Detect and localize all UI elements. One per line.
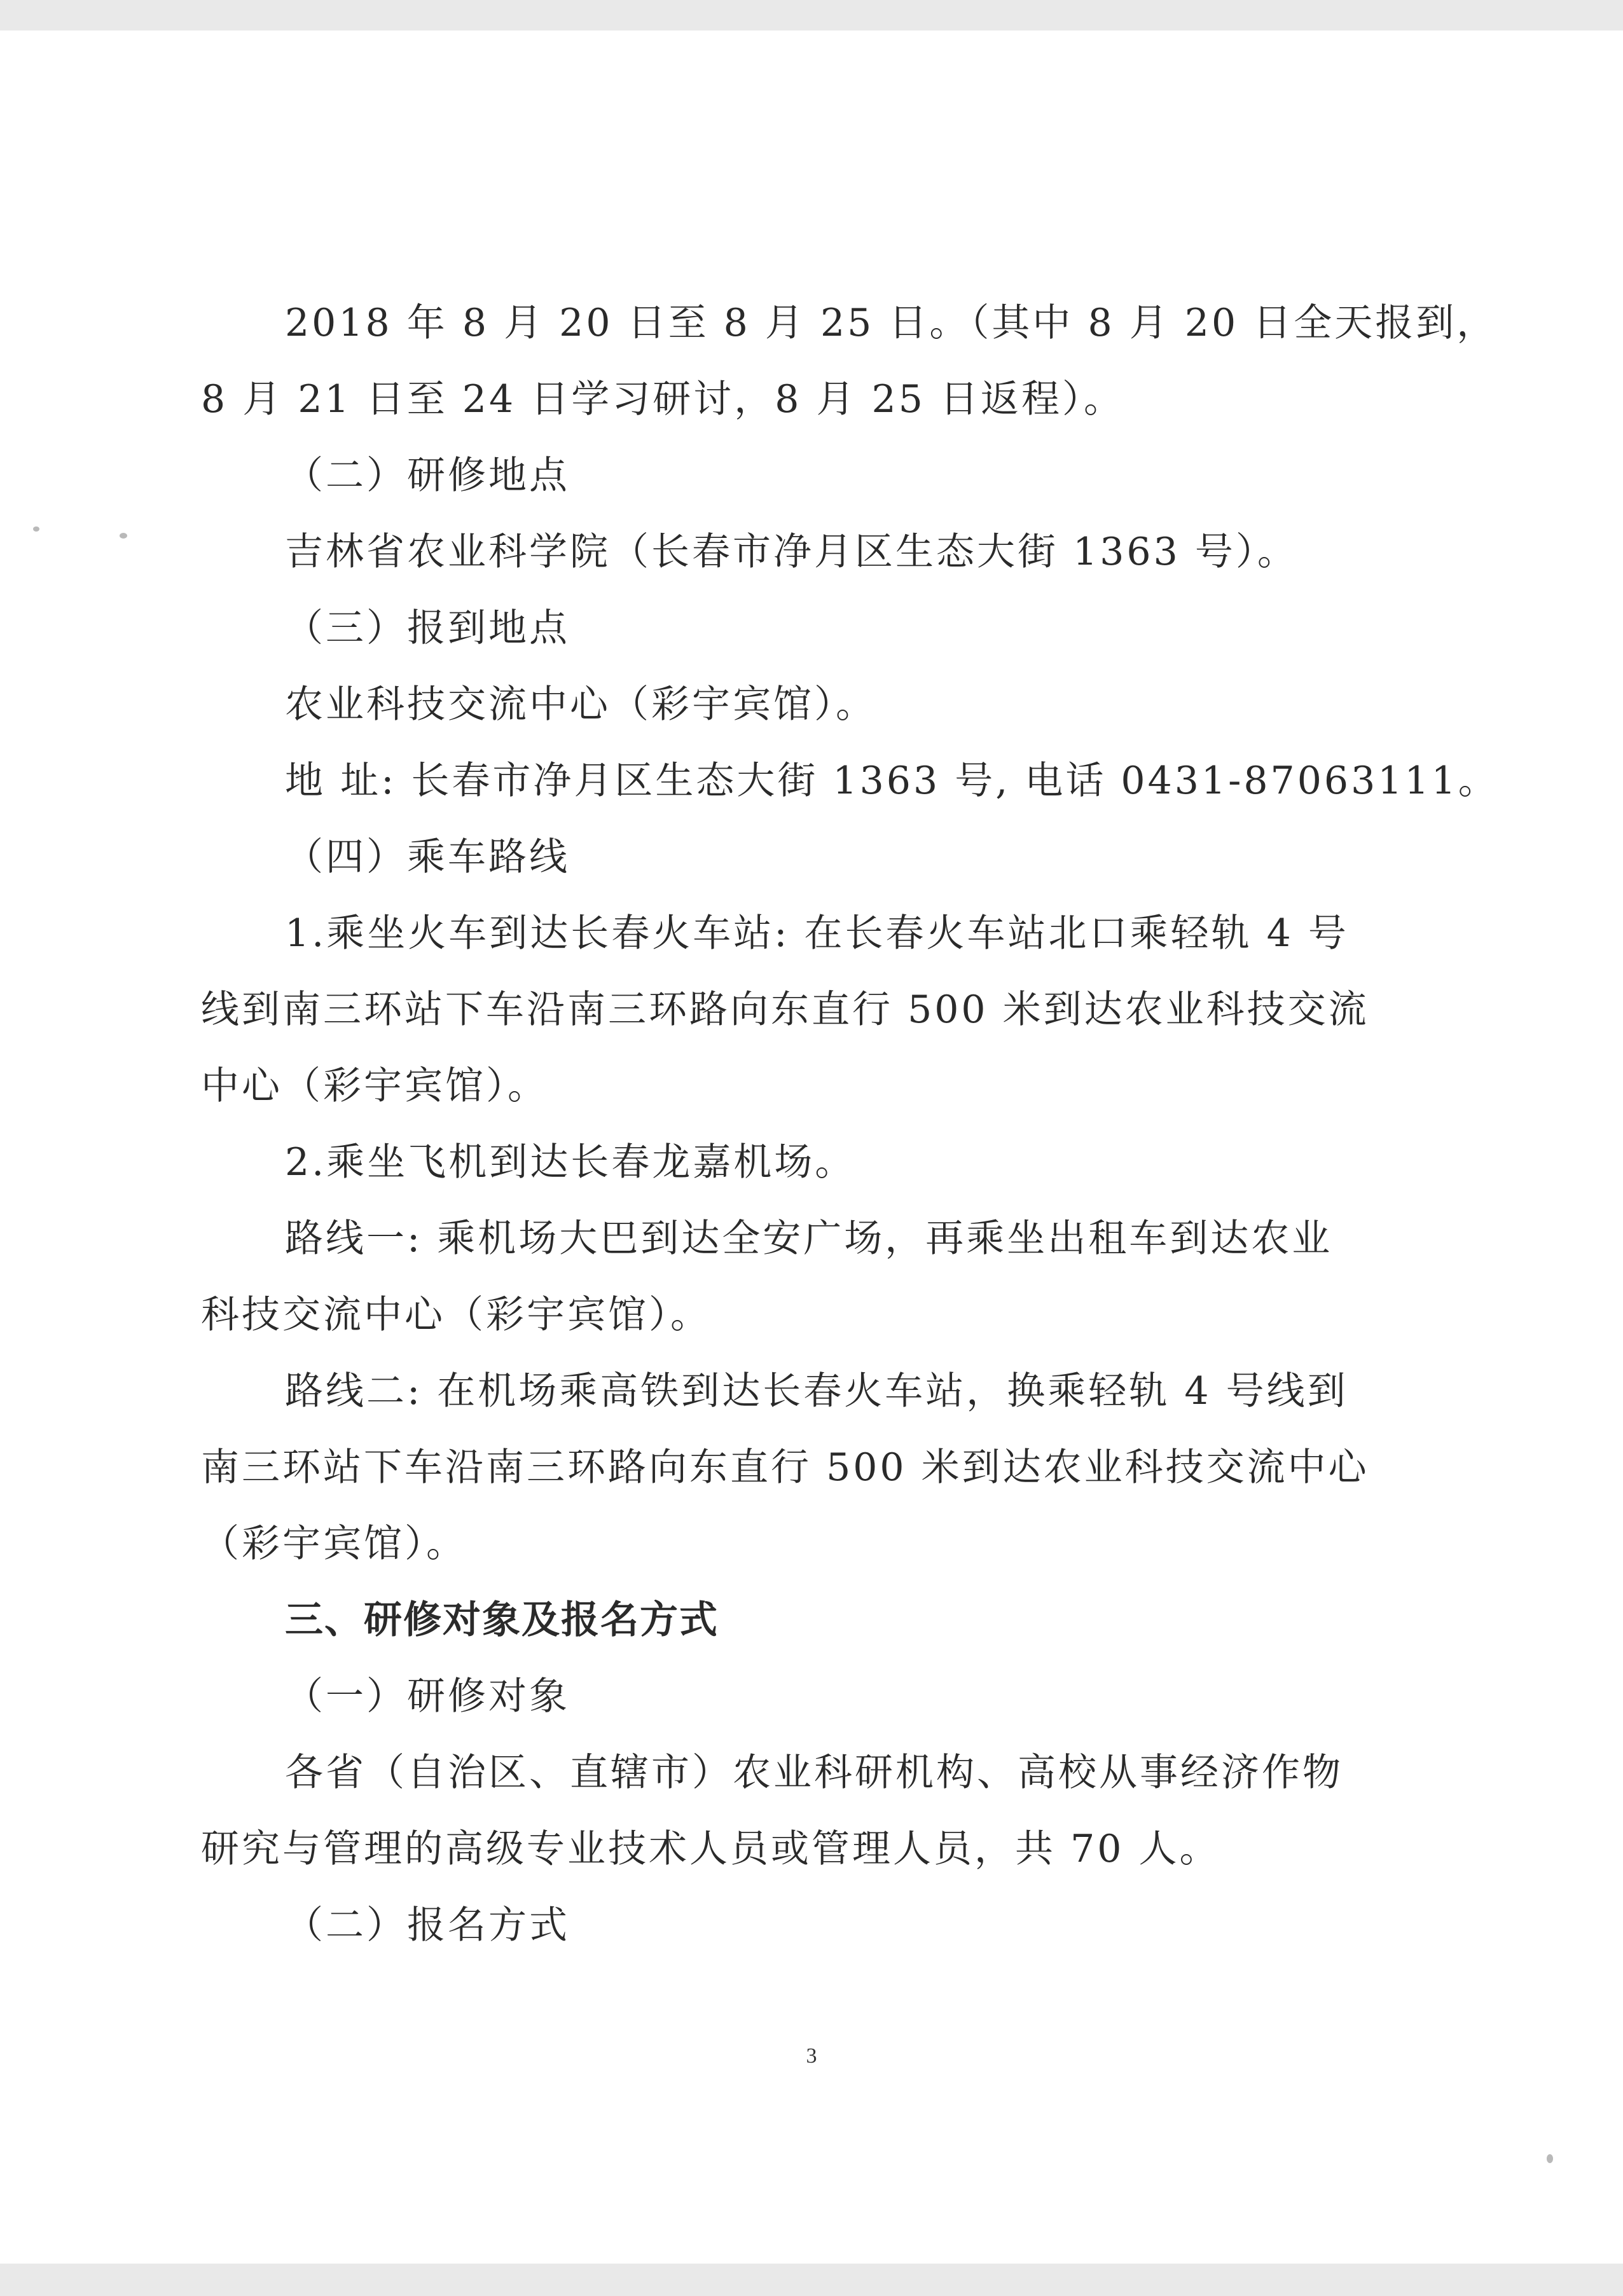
body-line-checkin: 农业科技交流中心（彩宇宾馆）。 [285, 682, 876, 727]
scan-speck [1547, 2154, 1553, 2163]
scan-speck [33, 526, 39, 532]
body-line-route-two-2: 南三环站下车沿南三环路向东直行 500 米到达农业科技交流中心 [201, 1445, 1369, 1490]
subheading-registration: （二）报名方式 [285, 1903, 570, 1948]
body-line-schedule: 8 月 21 日至 24 日学习研讨，8 月 25 日返程）。 [201, 377, 1124, 422]
body-line-venue: 吉林省农业科学院（长春市净月区生态大街 1363 号）。 [285, 530, 1298, 574]
section-heading-participants: 三、研修对象及报名方式 [285, 1598, 719, 1642]
body-line-address: 地 址: 长春市净月区生态大街 1363 号, 电话 0431-87063111。 [285, 759, 1499, 803]
body-line-participants-2: 研究与管理的高级专业技术人员或管理人员，共 70 人。 [201, 1827, 1220, 1871]
subheading-participants: （一）研修对象 [285, 1674, 570, 1719]
subheading-venue: （二）研修地点 [285, 453, 570, 498]
subheading-route: （四）乘车路线 [285, 835, 570, 879]
body-line-train-3: 中心（彩宇宾馆）。 [201, 1064, 548, 1108]
body-line-route-one-2: 科技交流中心（彩宇宾馆）。 [201, 1293, 711, 1337]
body-line-date-range: 2018 年 8 月 20 日至 8 月 25 日。（其中 8 月 20 日全天报到， [285, 301, 1498, 345]
body-line-plane: 2.乘坐飞机到达长春龙嘉机场。 [285, 1140, 856, 1185]
page-number: 3 [806, 2044, 817, 2068]
body-line-route-two-1: 路线二: 在机场乘高铁到达长春火车站，换乘轻轨 4 号线到 [285, 1369, 1348, 1413]
body-line-train-2: 线到南三环站下车沿南三环路向东直行 500 米到达农业科技交流 [201, 987, 1369, 1032]
body-line-participants-1: 各省（自治区、直辖市）农业科研机构、高校从事经济作物 [285, 1750, 1343, 1795]
body-line-route-two-3: （彩宇宾馆）。 [201, 1522, 467, 1566]
subheading-checkin: （三）报到地点 [285, 606, 570, 650]
body-line-route-one-1: 路线一: 乘机场大巴到达全安广场，再乘坐出租车到达农业 [285, 1216, 1333, 1261]
scan-speck [120, 533, 127, 539]
body-line-train-1: 1.乘坐火车到达长春火车站: 在长春火车站北口乘轻轨 4 号 [285, 911, 1349, 956]
